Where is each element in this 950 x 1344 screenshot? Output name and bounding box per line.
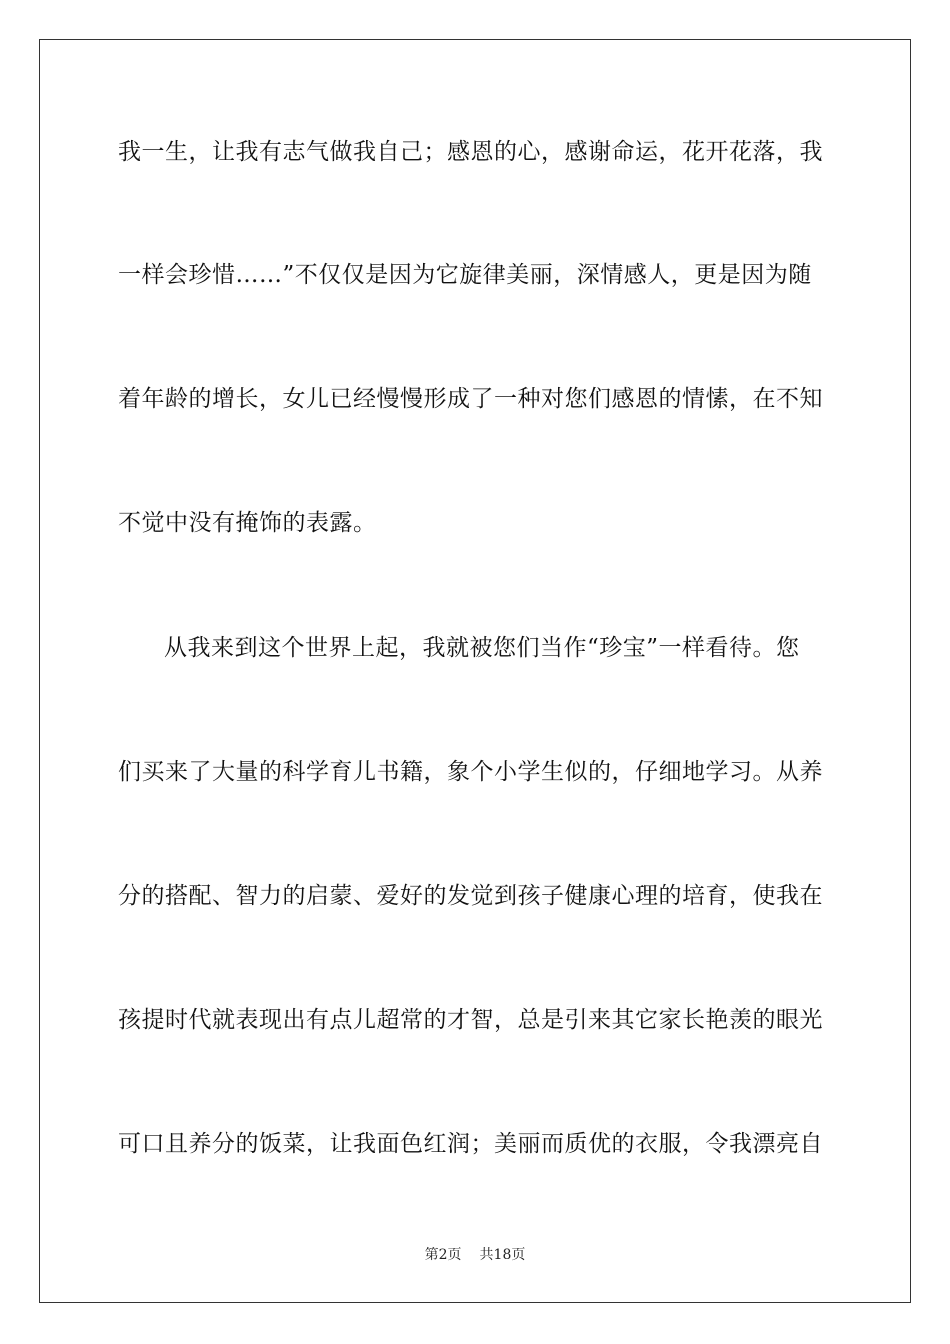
text-line-7: 分的搭配、智力的启蒙、爱好的发觉到孩子健康心理的培育，使我在 xyxy=(118,883,823,909)
page-number: 第2页 xyxy=(424,1247,462,1263)
text-line-4: 不觉中没有掩饰的表露。 xyxy=(118,510,377,536)
page-border xyxy=(39,39,911,1303)
text-line-1: 我一生，让我有志气做我自己；感恩的心，感谢命运，花开花落，我 xyxy=(118,139,823,165)
paragraph-start-line: 从我来到这个世界上起，我就被您们当作“珍宝”一样看待。您 xyxy=(164,635,800,661)
text-line-9: 可口且养分的饭菜，让我面色红润；美丽而质优的衣服，令我漂亮自 xyxy=(118,1131,823,1157)
text-line-6: 们买来了大量的科学育儿书籍，象个小学生似的，仔细地学习。从养 xyxy=(118,759,823,785)
page-footer xyxy=(0,1246,950,1264)
text-line-2: 一样会珍惜……”不仅仅是因为它旋律美丽，深情感人，更是因为随 xyxy=(118,262,812,288)
text-line-8: 孩提时代就表现出有点儿超常的才智，总是引来其它家长艳羡的眼光 xyxy=(118,1007,823,1033)
text-line-3: 着年龄的增长，女儿已经慢慢形成了一种对您们感恩的情愫，在不知 xyxy=(118,386,823,412)
total-pages: 共18页 xyxy=(479,1247,526,1263)
